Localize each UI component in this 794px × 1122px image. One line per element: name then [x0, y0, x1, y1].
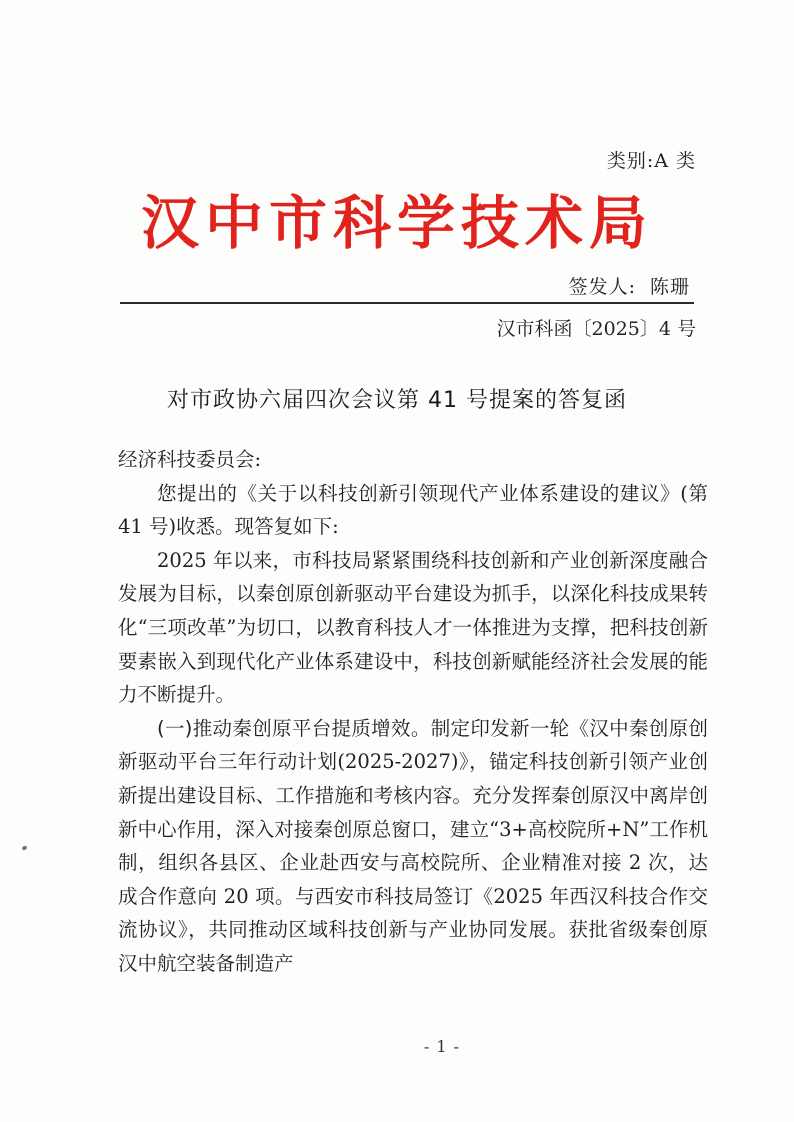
section-1-text: 制定印发新一轮《汉中秦创原创新驱动平台三年行动计划(2025-2027)》，锚定科技创新引领产业创新提出建设目标、工作措施和考核内容。充分发挥秦创原汉中离岸创新中心作用，深入对接秦创原总窗口，建立“3+高校院所+N”工作机制，组织各县区、企业赴西安与高校院所、企业精准对接 2 次，达成合作意向 20 项。与西安市科技局签订《2025 年西汉科技合作交流协议》，共同推动区域科技创新与产业协同发展。获批省级秦创原汉中航空装备制造产 — [118, 716, 708, 975]
document-category: 类别:A 类 — [606, 150, 696, 172]
header-divider — [120, 302, 694, 304]
document-body — [118, 443, 708, 981]
paragraph-section-1 — [118, 712, 708, 981]
section-1-heading: (一)推动秦创原平台提质增效。 — [157, 716, 431, 740]
issuer-name: 陈珊 — [649, 276, 690, 298]
document-number: 汉市科函〔2025〕4 号 — [496, 318, 696, 340]
salutation: 经济科技委员会: — [118, 448, 262, 471]
paragraph-acknowledgement: 您提出的《关于以科技创新引领现代产业体系建设的建议》(第 41 号)收悉。现答复如下: — [118, 481, 708, 539]
paragraph-overview: 2025 年以来，市科技局紧紧围绕科技创新和产业创新深度融合发展为目标，以秦创原创新驱动平台建设为抓手，以深化科技成果转化“三项改革”为切口，以教育科技人才一体推进为支撑，把科技创新要素嵌入到现代化产业体系建设中，科技创新赋能经济社会发展的能力不断提升。 — [118, 548, 708, 707]
scan-speck — [21, 845, 27, 851]
page-number: - 1 - — [423, 1037, 461, 1056]
document-title: 对市政协六届四次会议第 41 号提案的答复函 — [167, 388, 627, 413]
agency-title: 汉中市科学技术局 — [140, 189, 653, 257]
issuer-line — [569, 272, 690, 299]
issuer-label: 签发人: — [568, 276, 636, 298]
